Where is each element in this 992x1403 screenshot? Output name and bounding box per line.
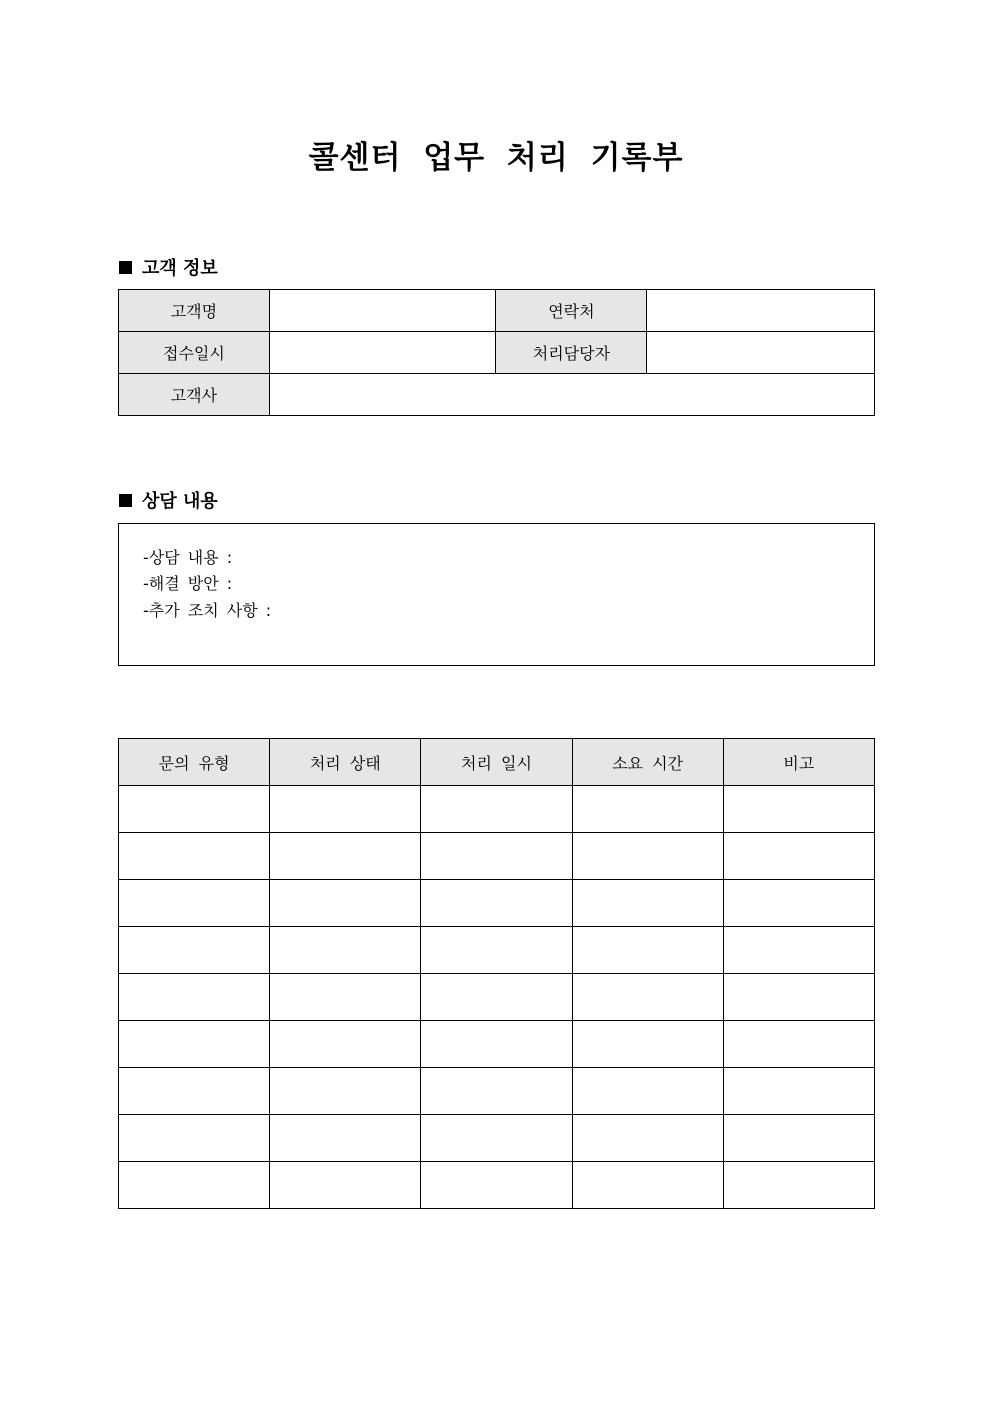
table-cell[interactable]: [723, 1162, 874, 1209]
table-cell[interactable]: [270, 927, 421, 974]
table-row: [119, 1115, 875, 1162]
contact-field[interactable]: [647, 290, 875, 332]
customer-info-table: [118, 289, 875, 416]
table-cell[interactable]: [119, 880, 270, 927]
table-cell[interactable]: [270, 1021, 421, 1068]
processing-log-body: [119, 786, 875, 1209]
table-cell[interactable]: [723, 1068, 874, 1115]
table-cell[interactable]: [572, 1021, 723, 1068]
table-row: [119, 833, 875, 880]
consult-line: -해결 방안 :: [143, 574, 233, 593]
table-cell[interactable]: [723, 880, 874, 927]
table-cell[interactable]: [119, 927, 270, 974]
consult-section-heading-text: 상담 내용: [142, 491, 218, 512]
table-cell[interactable]: [572, 833, 723, 880]
table-row: [119, 374, 875, 416]
table-cell[interactable]: [572, 1115, 723, 1162]
column-header: 소요 시간: [572, 739, 723, 786]
column-header: 처리 상태: [270, 739, 421, 786]
processing-log-table: [118, 738, 875, 1209]
table-cell[interactable]: [270, 974, 421, 1021]
table-cell[interactable]: [572, 1162, 723, 1209]
table-row: [119, 290, 875, 332]
column-header: 비고: [723, 739, 874, 786]
table-cell[interactable]: [421, 1068, 572, 1115]
table-cell[interactable]: [572, 1068, 723, 1115]
consult-section-heading: [119, 487, 218, 513]
table-cell[interactable]: [119, 1115, 270, 1162]
table-cell[interactable]: [270, 786, 421, 833]
customer-name-label: 고객명: [119, 290, 270, 332]
column-header: 문의 유형: [119, 739, 270, 786]
table-cell[interactable]: [270, 1115, 421, 1162]
table-cell[interactable]: [572, 786, 723, 833]
table-cell[interactable]: [119, 786, 270, 833]
consult-line: -상담 내용 :: [143, 548, 233, 567]
handler-field[interactable]: [647, 332, 875, 374]
table-cell[interactable]: [723, 1021, 874, 1068]
customer-section-heading-text: 고객 정보: [142, 258, 218, 279]
table-cell[interactable]: [119, 1021, 270, 1068]
table-row: [119, 927, 875, 974]
table-cell[interactable]: [270, 1162, 421, 1209]
consult-content-box[interactable]: [118, 523, 875, 666]
received-at-field[interactable]: [269, 332, 496, 374]
table-cell[interactable]: [723, 833, 874, 880]
table-cell[interactable]: [119, 1068, 270, 1115]
company-field[interactable]: [269, 374, 874, 416]
table-cell[interactable]: [119, 974, 270, 1021]
table-cell[interactable]: [723, 786, 874, 833]
table-cell[interactable]: [723, 927, 874, 974]
customer-section-heading: [119, 254, 218, 280]
table-cell[interactable]: [723, 1115, 874, 1162]
table-cell[interactable]: [119, 833, 270, 880]
table-row: [119, 974, 875, 1021]
table-row: [119, 786, 875, 833]
table-cell[interactable]: [270, 833, 421, 880]
company-label: 고객사: [119, 374, 270, 416]
table-cell[interactable]: [421, 786, 572, 833]
column-header: 처리 일시: [421, 739, 572, 786]
table-cell[interactable]: [572, 974, 723, 1021]
black-square-icon: [119, 494, 132, 507]
table-row: [119, 880, 875, 927]
contact-label: 연락처: [496, 290, 647, 332]
customer-name-field[interactable]: [269, 290, 496, 332]
table-cell[interactable]: [421, 880, 572, 927]
table-cell[interactable]: [270, 1068, 421, 1115]
received-at-label: 접수일시: [119, 332, 270, 374]
table-cell[interactable]: [572, 927, 723, 974]
table-row: [119, 1021, 875, 1068]
page-title: 콜센터 업무 처리 기록부: [308, 140, 684, 176]
table-row: [119, 1068, 875, 1115]
handler-label: 처리담당자: [496, 332, 647, 374]
black-square-icon: [119, 261, 132, 274]
table-cell[interactable]: [421, 1162, 572, 1209]
table-cell[interactable]: [421, 1115, 572, 1162]
table-cell[interactable]: [572, 880, 723, 927]
consult-line: -추가 조치 사항 :: [143, 601, 272, 620]
table-row: [119, 1162, 875, 1209]
table-cell[interactable]: [421, 974, 572, 1021]
table-cell[interactable]: [421, 1021, 572, 1068]
table-cell[interactable]: [421, 833, 572, 880]
table-cell[interactable]: [119, 1162, 270, 1209]
table-cell[interactable]: [421, 927, 572, 974]
table-header-row: [119, 739, 875, 786]
table-row: [119, 332, 875, 374]
table-cell[interactable]: [723, 974, 874, 1021]
table-cell[interactable]: [270, 880, 421, 927]
